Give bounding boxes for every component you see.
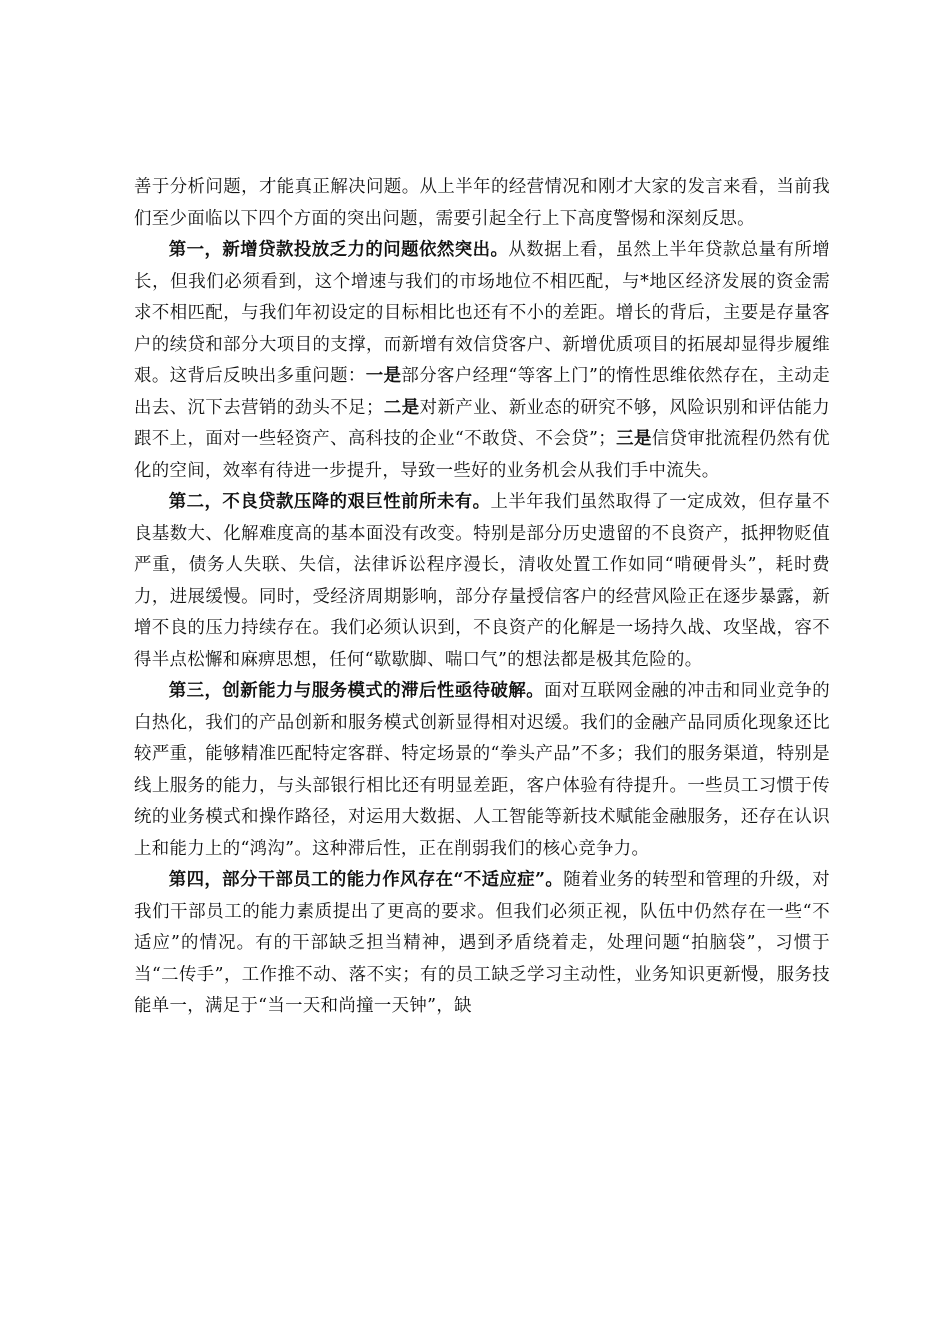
paragraph-point-three [134,676,830,865]
paragraph-intro [134,172,830,235]
point-heading: 第四，部分干部员工的能力作风存在“不适应症”。 [168,870,564,890]
paragraph-text: 面对互联网金融的冲击和同业竞争的白热化，我们的产品创新和服务模式创新显得相对迟缓。我们的金融产品同质化现象还比较严重，能够精准匹配特定客群、特定场景的“拳头产品”不多；我们的服务渠道，特别是线上服务的能力，与头部银行相比还有明显差距，客户体验有待提升。一些员工习惯于传统的业务模式和操作路径，对运用大数据、人工智能等新技术赋能金融服务，还存在认识上和能力上的“鸿沟”。这种滞后性，正在削弱我们的核心竞争力。 [134,681,830,859]
point-heading: 第一，新增贷款投放乏力的问题依然突出。 [168,240,509,260]
paragraph-point-two [134,487,830,676]
sub-point-label: 三是 [616,429,652,449]
sub-point-label: 一是 [365,366,402,386]
paragraph-text: 随着业务的转型和管理的升级，对我们干部员工的能力素质提出了更高的要求。但我们必须正视，队伍中仍然存在一些“不适应”的情况。有的干部缺乏担当精神，遇到矛盾绕着走，处理问题“拍脑袋”，习惯于当“二传手”，工作推不动、落不实；有的员工缺乏学习主动性，业务知识更新慢，服务技能单一，满足于“当一天和尚撞一天钟”，缺 [134,870,830,1016]
paragraph-text: 部分客户经理“等客上门”的惰性思维依然存在，主动走出去、沉下去营销的劲头不足； [134,366,830,418]
paragraph-text: 从数据上看，虽然上半年贷款总量有所增长，但我们必须看到，这个增速与我们的市场地位不相匹配，与*地区经济发展的资金需求不相匹配，与我们年初设定的目标相比也还有不小的差距。增长的背后，主要是存量客户的续贷和部分大项目的支撑，而新增有效信贷客户、新增优质项目的拓展却显得步履维艰。这背后反映出多重问题： [134,240,830,386]
point-heading: 第三，创新能力与服务模式的滞后性亟待破解。 [168,681,545,701]
paragraph-point-one [134,235,830,487]
paragraph-point-four [134,865,830,1023]
paragraph-text: 对新产业、新业态的研究不够，风险识别和评估能力跟不上，面对一些轻资产、高科技的企业“不敢贷、不会贷”； [134,397,831,449]
paragraph-text: 善于分析问题，才能真正解决问题。从上半年的经营情况和刚才大家的发言来看，当前我们至少面临以下四个方面的突出问题，需要引起全行上下高度警惕和深刻反思。 [134,177,830,229]
sub-point-label: 二是 [383,397,420,418]
paragraph-text: 上半年我们虽然取得了一定成效，但存量不良基数大、化解难度高的基本面没有改变。特别是部分历史遗留的不良资产，抵押物贬值严重，债务人失联、失信，法律诉讼程序漫长，清收处置工作如同“啃硬骨头”，耗时费力，进展缓慢。同时，受经济周期影响，部分存量授信客户的经营风险正在逐步暴露，新增不良的压力持续存在。我们必须认识到，不良资产的化解是一场持久战、攻坚战，容不得半点松懈和麻痹思想，任何“歇歇脚、喘口气”的想法都是极其危险的。 [134,492,830,670]
paragraph-text: 信贷审批流程仍然有优化的空间，效率有待进一步提升，导致一些好的业务机会从我们手中流失。 [134,429,830,481]
point-heading: 第二，不良贷款压降的艰巨性前所未有。 [168,492,491,512]
document-page [134,172,830,1023]
